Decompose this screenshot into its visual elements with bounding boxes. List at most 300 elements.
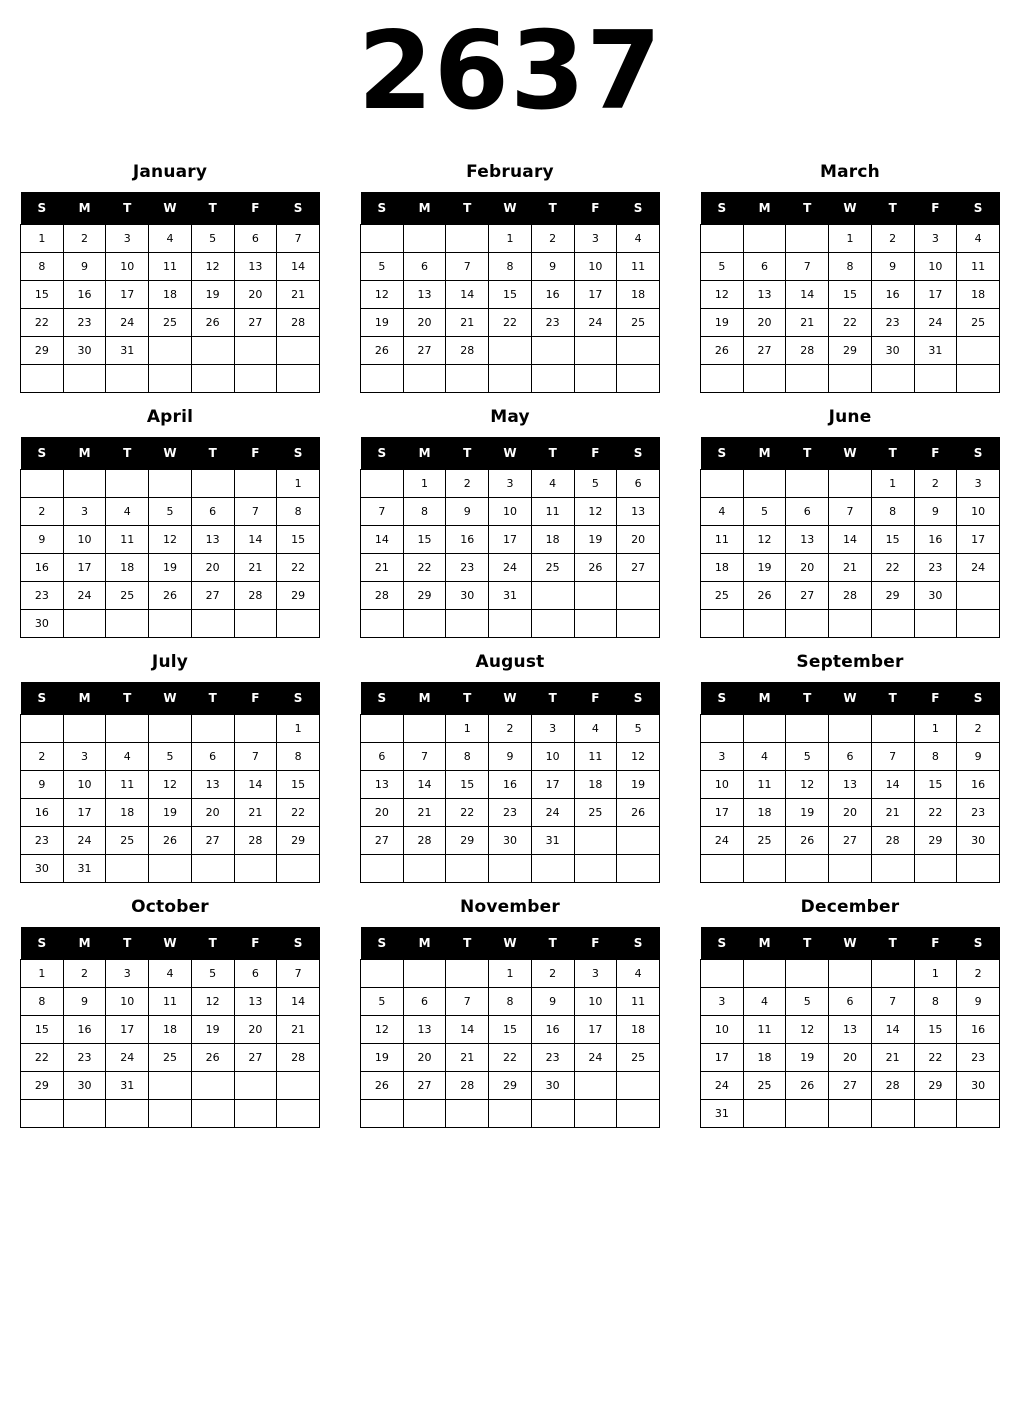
day-cell[interactable]: 13 [617, 498, 660, 526]
day-cell[interactable]: 8 [277, 743, 320, 771]
day-cell[interactable]: 28 [829, 582, 872, 610]
day-cell[interactable]: 17 [574, 1016, 617, 1044]
day-cell[interactable]: 19 [191, 281, 234, 309]
day-cell[interactable]: 31 [489, 582, 532, 610]
day-cell[interactable]: 20 [829, 799, 872, 827]
day-cell[interactable]: 4 [617, 225, 660, 253]
day-cell[interactable]: 27 [191, 827, 234, 855]
day-cell[interactable]: 29 [914, 1072, 957, 1100]
day-cell[interactable]: 5 [149, 743, 192, 771]
day-cell[interactable]: 25 [743, 827, 786, 855]
day-cell[interactable]: 10 [531, 743, 574, 771]
day-cell[interactable]: 3 [106, 960, 149, 988]
day-cell[interactable]: 28 [277, 309, 320, 337]
day-cell[interactable]: 10 [489, 498, 532, 526]
day-cell[interactable]: 24 [957, 554, 1000, 582]
day-cell[interactable]: 4 [149, 960, 192, 988]
day-cell[interactable]: 14 [403, 771, 446, 799]
day-cell[interactable]: 2 [63, 225, 106, 253]
day-cell[interactable]: 2 [21, 743, 64, 771]
day-cell[interactable]: 7 [234, 498, 277, 526]
day-cell[interactable]: 6 [743, 253, 786, 281]
day-cell[interactable]: 4 [531, 470, 574, 498]
day-cell[interactable]: 20 [403, 309, 446, 337]
day-cell[interactable]: 22 [446, 799, 489, 827]
day-cell[interactable]: 4 [574, 715, 617, 743]
day-cell[interactable]: 24 [701, 827, 744, 855]
day-cell[interactable]: 17 [574, 281, 617, 309]
day-cell[interactable]: 19 [617, 771, 660, 799]
day-cell[interactable]: 31 [106, 337, 149, 365]
day-cell[interactable]: 16 [871, 281, 914, 309]
day-cell[interactable]: 29 [403, 582, 446, 610]
day-cell[interactable]: 16 [957, 1016, 1000, 1044]
day-cell[interactable]: 19 [743, 554, 786, 582]
day-cell[interactable]: 17 [63, 554, 106, 582]
day-cell[interactable]: 23 [914, 554, 957, 582]
day-cell[interactable]: 28 [277, 1044, 320, 1072]
day-cell[interactable]: 5 [701, 253, 744, 281]
day-cell[interactable]: 3 [574, 960, 617, 988]
day-cell[interactable]: 23 [871, 309, 914, 337]
day-cell[interactable]: 17 [106, 281, 149, 309]
day-cell[interactable]: 15 [489, 281, 532, 309]
day-cell[interactable]: 13 [743, 281, 786, 309]
day-cell[interactable]: 12 [743, 526, 786, 554]
day-cell[interactable]: 9 [446, 498, 489, 526]
day-cell[interactable]: 16 [446, 526, 489, 554]
day-cell[interactable]: 14 [871, 1016, 914, 1044]
day-cell[interactable]: 3 [701, 988, 744, 1016]
day-cell[interactable]: 24 [701, 1072, 744, 1100]
day-cell[interactable]: 22 [277, 799, 320, 827]
day-cell[interactable]: 28 [403, 827, 446, 855]
day-cell[interactable]: 15 [446, 771, 489, 799]
day-cell[interactable]: 24 [914, 309, 957, 337]
day-cell[interactable]: 26 [361, 337, 404, 365]
day-cell[interactable]: 26 [701, 337, 744, 365]
day-cell[interactable]: 21 [786, 309, 829, 337]
day-cell[interactable]: 28 [234, 827, 277, 855]
day-cell[interactable]: 12 [149, 771, 192, 799]
day-cell[interactable]: 4 [701, 498, 744, 526]
day-cell[interactable]: 15 [277, 771, 320, 799]
day-cell[interactable]: 18 [743, 1044, 786, 1072]
day-cell[interactable]: 12 [149, 526, 192, 554]
day-cell[interactable]: 25 [531, 554, 574, 582]
day-cell[interactable]: 4 [617, 960, 660, 988]
day-cell[interactable]: 17 [63, 799, 106, 827]
day-cell[interactable]: 8 [403, 498, 446, 526]
day-cell[interactable]: 20 [829, 1044, 872, 1072]
day-cell[interactable]: 2 [871, 225, 914, 253]
day-cell[interactable]: 6 [234, 960, 277, 988]
day-cell[interactable]: 15 [829, 281, 872, 309]
day-cell[interactable]: 18 [106, 799, 149, 827]
day-cell[interactable]: 11 [574, 743, 617, 771]
day-cell[interactable]: 3 [531, 715, 574, 743]
day-cell[interactable]: 11 [106, 526, 149, 554]
day-cell[interactable]: 3 [701, 743, 744, 771]
day-cell[interactable]: 10 [914, 253, 957, 281]
day-cell[interactable]: 23 [531, 309, 574, 337]
day-cell[interactable]: 3 [574, 225, 617, 253]
day-cell[interactable]: 20 [743, 309, 786, 337]
day-cell[interactable]: 18 [574, 771, 617, 799]
day-cell[interactable]: 2 [489, 715, 532, 743]
day-cell[interactable]: 11 [149, 253, 192, 281]
day-cell[interactable]: 26 [149, 827, 192, 855]
day-cell[interactable]: 6 [786, 498, 829, 526]
day-cell[interactable]: 14 [829, 526, 872, 554]
day-cell[interactable]: 10 [701, 771, 744, 799]
day-cell[interactable]: 8 [21, 253, 64, 281]
day-cell[interactable]: 22 [829, 309, 872, 337]
day-cell[interactable]: 30 [531, 1072, 574, 1100]
day-cell[interactable]: 1 [277, 470, 320, 498]
day-cell[interactable]: 20 [234, 1016, 277, 1044]
day-cell[interactable]: 1 [277, 715, 320, 743]
day-cell[interactable]: 9 [871, 253, 914, 281]
day-cell[interactable]: 11 [743, 771, 786, 799]
day-cell[interactable]: 12 [701, 281, 744, 309]
day-cell[interactable]: 20 [361, 799, 404, 827]
day-cell[interactable]: 3 [489, 470, 532, 498]
day-cell[interactable]: 25 [957, 309, 1000, 337]
day-cell[interactable]: 26 [361, 1072, 404, 1100]
day-cell[interactable]: 8 [446, 743, 489, 771]
day-cell[interactable]: 26 [786, 827, 829, 855]
day-cell[interactable]: 25 [149, 1044, 192, 1072]
day-cell[interactable]: 23 [21, 582, 64, 610]
day-cell[interactable]: 2 [446, 470, 489, 498]
day-cell[interactable]: 19 [786, 799, 829, 827]
day-cell[interactable]: 18 [617, 1016, 660, 1044]
day-cell[interactable]: 9 [21, 526, 64, 554]
day-cell[interactable]: 8 [489, 988, 532, 1016]
day-cell[interactable]: 14 [446, 281, 489, 309]
day-cell[interactable]: 19 [574, 526, 617, 554]
day-cell[interactable]: 18 [106, 554, 149, 582]
day-cell[interactable]: 27 [361, 827, 404, 855]
day-cell[interactable]: 20 [403, 1044, 446, 1072]
day-cell[interactable]: 27 [403, 337, 446, 365]
day-cell[interactable]: 20 [786, 554, 829, 582]
day-cell[interactable]: 16 [489, 771, 532, 799]
day-cell[interactable]: 6 [829, 743, 872, 771]
day-cell[interactable]: 3 [957, 470, 1000, 498]
day-cell[interactable]: 27 [403, 1072, 446, 1100]
day-cell[interactable]: 26 [574, 554, 617, 582]
day-cell[interactable]: 31 [914, 337, 957, 365]
day-cell[interactable]: 19 [149, 554, 192, 582]
day-cell[interactable]: 8 [914, 988, 957, 1016]
day-cell[interactable]: 11 [957, 253, 1000, 281]
day-cell[interactable]: 18 [149, 281, 192, 309]
day-cell[interactable]: 17 [701, 799, 744, 827]
day-cell[interactable]: 22 [21, 1044, 64, 1072]
day-cell[interactable]: 25 [574, 799, 617, 827]
day-cell[interactable]: 8 [21, 988, 64, 1016]
day-cell[interactable]: 5 [361, 988, 404, 1016]
day-cell[interactable]: 31 [531, 827, 574, 855]
day-cell[interactable]: 1 [914, 715, 957, 743]
day-cell[interactable]: 24 [531, 799, 574, 827]
day-cell[interactable]: 11 [617, 988, 660, 1016]
day-cell[interactable]: 14 [277, 988, 320, 1016]
day-cell[interactable]: 14 [786, 281, 829, 309]
day-cell[interactable]: 21 [403, 799, 446, 827]
day-cell[interactable]: 26 [191, 309, 234, 337]
day-cell[interactable]: 7 [446, 253, 489, 281]
day-cell[interactable]: 4 [957, 225, 1000, 253]
day-cell[interactable]: 13 [403, 1016, 446, 1044]
day-cell[interactable]: 17 [531, 771, 574, 799]
day-cell[interactable]: 6 [191, 498, 234, 526]
day-cell[interactable]: 3 [63, 498, 106, 526]
day-cell[interactable]: 23 [21, 827, 64, 855]
day-cell[interactable]: 16 [531, 281, 574, 309]
day-cell[interactable]: 29 [871, 582, 914, 610]
day-cell[interactable]: 29 [489, 1072, 532, 1100]
day-cell[interactable]: 15 [914, 771, 957, 799]
day-cell[interactable]: 27 [829, 827, 872, 855]
day-cell[interactable]: 12 [617, 743, 660, 771]
day-cell[interactable]: 6 [403, 988, 446, 1016]
day-cell[interactable]: 18 [743, 799, 786, 827]
day-cell[interactable]: 19 [701, 309, 744, 337]
day-cell[interactable]: 13 [786, 526, 829, 554]
day-cell[interactable]: 27 [617, 554, 660, 582]
day-cell[interactable]: 30 [957, 1072, 1000, 1100]
day-cell[interactable]: 25 [149, 309, 192, 337]
day-cell[interactable]: 15 [21, 1016, 64, 1044]
day-cell[interactable]: 16 [63, 1016, 106, 1044]
day-cell[interactable]: 31 [701, 1100, 744, 1128]
day-cell[interactable]: 28 [446, 1072, 489, 1100]
day-cell[interactable]: 24 [63, 582, 106, 610]
day-cell[interactable]: 13 [829, 771, 872, 799]
day-cell[interactable]: 30 [63, 1072, 106, 1100]
day-cell[interactable]: 16 [63, 281, 106, 309]
day-cell[interactable]: 26 [786, 1072, 829, 1100]
day-cell[interactable]: 23 [957, 799, 1000, 827]
day-cell[interactable]: 16 [21, 799, 64, 827]
day-cell[interactable]: 25 [106, 582, 149, 610]
day-cell[interactable]: 15 [403, 526, 446, 554]
day-cell[interactable]: 22 [277, 554, 320, 582]
day-cell[interactable]: 5 [191, 960, 234, 988]
day-cell[interactable]: 17 [957, 526, 1000, 554]
day-cell[interactable]: 26 [149, 582, 192, 610]
day-cell[interactable]: 13 [361, 771, 404, 799]
day-cell[interactable]: 15 [277, 526, 320, 554]
day-cell[interactable]: 7 [361, 498, 404, 526]
day-cell[interactable]: 9 [957, 988, 1000, 1016]
day-cell[interactable]: 7 [446, 988, 489, 1016]
day-cell[interactable]: 25 [106, 827, 149, 855]
day-cell[interactable]: 2 [531, 960, 574, 988]
day-cell[interactable]: 4 [743, 988, 786, 1016]
day-cell[interactable]: 22 [489, 1044, 532, 1072]
day-cell[interactable]: 24 [574, 309, 617, 337]
day-cell[interactable]: 22 [914, 1044, 957, 1072]
day-cell[interactable]: 21 [446, 309, 489, 337]
day-cell[interactable]: 15 [871, 526, 914, 554]
day-cell[interactable]: 30 [446, 582, 489, 610]
day-cell[interactable]: 18 [957, 281, 1000, 309]
day-cell[interactable]: 1 [21, 960, 64, 988]
day-cell[interactable]: 14 [234, 526, 277, 554]
day-cell[interactable]: 23 [957, 1044, 1000, 1072]
day-cell[interactable]: 31 [63, 855, 106, 883]
day-cell[interactable]: 23 [63, 1044, 106, 1072]
day-cell[interactable]: 21 [829, 554, 872, 582]
day-cell[interactable]: 1 [871, 470, 914, 498]
day-cell[interactable]: 29 [914, 827, 957, 855]
day-cell[interactable]: 28 [446, 337, 489, 365]
day-cell[interactable]: 11 [531, 498, 574, 526]
day-cell[interactable]: 18 [617, 281, 660, 309]
day-cell[interactable]: 6 [361, 743, 404, 771]
day-cell[interactable]: 21 [871, 1044, 914, 1072]
day-cell[interactable]: 2 [531, 225, 574, 253]
day-cell[interactable]: 3 [914, 225, 957, 253]
day-cell[interactable]: 28 [871, 827, 914, 855]
day-cell[interactable]: 12 [574, 498, 617, 526]
day-cell[interactable]: 13 [234, 988, 277, 1016]
day-cell[interactable]: 14 [361, 526, 404, 554]
day-cell[interactable]: 9 [63, 253, 106, 281]
day-cell[interactable]: 29 [21, 337, 64, 365]
day-cell[interactable]: 17 [489, 526, 532, 554]
day-cell[interactable]: 12 [361, 281, 404, 309]
day-cell[interactable]: 30 [871, 337, 914, 365]
day-cell[interactable]: 25 [701, 582, 744, 610]
day-cell[interactable]: 10 [63, 771, 106, 799]
day-cell[interactable]: 9 [531, 988, 574, 1016]
day-cell[interactable]: 4 [106, 743, 149, 771]
day-cell[interactable]: 6 [234, 225, 277, 253]
day-cell[interactable]: 5 [574, 470, 617, 498]
day-cell[interactable]: 21 [234, 554, 277, 582]
day-cell[interactable]: 23 [63, 309, 106, 337]
day-cell[interactable]: 23 [446, 554, 489, 582]
day-cell[interactable]: 12 [786, 1016, 829, 1044]
day-cell[interactable]: 21 [361, 554, 404, 582]
day-cell[interactable]: 21 [234, 799, 277, 827]
day-cell[interactable]: 24 [489, 554, 532, 582]
day-cell[interactable]: 21 [277, 1016, 320, 1044]
day-cell[interactable]: 15 [489, 1016, 532, 1044]
day-cell[interactable]: 18 [531, 526, 574, 554]
day-cell[interactable]: 7 [829, 498, 872, 526]
day-cell[interactable]: 5 [191, 225, 234, 253]
day-cell[interactable]: 11 [743, 1016, 786, 1044]
day-cell[interactable]: 8 [914, 743, 957, 771]
day-cell[interactable]: 10 [574, 988, 617, 1016]
day-cell[interactable]: 17 [701, 1044, 744, 1072]
day-cell[interactable]: 28 [234, 582, 277, 610]
day-cell[interactable]: 12 [191, 988, 234, 1016]
day-cell[interactable]: 23 [531, 1044, 574, 1072]
day-cell[interactable]: 22 [489, 309, 532, 337]
day-cell[interactable]: 1 [403, 470, 446, 498]
day-cell[interactable]: 1 [489, 225, 532, 253]
day-cell[interactable]: 11 [106, 771, 149, 799]
day-cell[interactable]: 14 [234, 771, 277, 799]
day-cell[interactable]: 9 [531, 253, 574, 281]
day-cell[interactable]: 10 [701, 1016, 744, 1044]
day-cell[interactable]: 15 [914, 1016, 957, 1044]
day-cell[interactable]: 1 [489, 960, 532, 988]
day-cell[interactable]: 28 [361, 582, 404, 610]
day-cell[interactable]: 24 [63, 827, 106, 855]
day-cell[interactable]: 16 [21, 554, 64, 582]
day-cell[interactable]: 19 [191, 1016, 234, 1044]
day-cell[interactable]: 2 [957, 960, 1000, 988]
day-cell[interactable]: 26 [191, 1044, 234, 1072]
day-cell[interactable]: 30 [21, 855, 64, 883]
day-cell[interactable]: 3 [106, 225, 149, 253]
day-cell[interactable]: 31 [106, 1072, 149, 1100]
day-cell[interactable]: 27 [829, 1072, 872, 1100]
day-cell[interactable]: 7 [234, 743, 277, 771]
day-cell[interactable]: 6 [191, 743, 234, 771]
day-cell[interactable]: 1 [829, 225, 872, 253]
day-cell[interactable]: 27 [743, 337, 786, 365]
day-cell[interactable]: 7 [786, 253, 829, 281]
day-cell[interactable]: 29 [446, 827, 489, 855]
day-cell[interactable]: 6 [403, 253, 446, 281]
day-cell[interactable]: 25 [743, 1072, 786, 1100]
day-cell[interactable]: 8 [277, 498, 320, 526]
day-cell[interactable]: 22 [403, 554, 446, 582]
day-cell[interactable]: 22 [871, 554, 914, 582]
day-cell[interactable]: 13 [191, 526, 234, 554]
day-cell[interactable]: 20 [191, 799, 234, 827]
day-cell[interactable]: 16 [914, 526, 957, 554]
day-cell[interactable]: 14 [277, 253, 320, 281]
day-cell[interactable]: 30 [21, 610, 64, 638]
day-cell[interactable]: 5 [743, 498, 786, 526]
day-cell[interactable]: 16 [957, 771, 1000, 799]
day-cell[interactable]: 24 [574, 1044, 617, 1072]
day-cell[interactable]: 14 [446, 1016, 489, 1044]
day-cell[interactable]: 30 [957, 827, 1000, 855]
day-cell[interactable]: 12 [361, 1016, 404, 1044]
day-cell[interactable]: 13 [403, 281, 446, 309]
day-cell[interactable]: 12 [191, 253, 234, 281]
day-cell[interactable]: 19 [149, 799, 192, 827]
day-cell[interactable]: 13 [234, 253, 277, 281]
day-cell[interactable]: 1 [21, 225, 64, 253]
day-cell[interactable]: 10 [106, 988, 149, 1016]
day-cell[interactable]: 17 [914, 281, 957, 309]
day-cell[interactable]: 19 [361, 309, 404, 337]
day-cell[interactable]: 21 [446, 1044, 489, 1072]
day-cell[interactable]: 11 [617, 253, 660, 281]
day-cell[interactable]: 19 [361, 1044, 404, 1072]
day-cell[interactable]: 16 [531, 1016, 574, 1044]
day-cell[interactable]: 20 [234, 281, 277, 309]
day-cell[interactable]: 8 [829, 253, 872, 281]
day-cell[interactable]: 22 [21, 309, 64, 337]
day-cell[interactable]: 27 [234, 1044, 277, 1072]
day-cell[interactable]: 21 [277, 281, 320, 309]
day-cell[interactable]: 19 [786, 1044, 829, 1072]
day-cell[interactable]: 18 [701, 554, 744, 582]
